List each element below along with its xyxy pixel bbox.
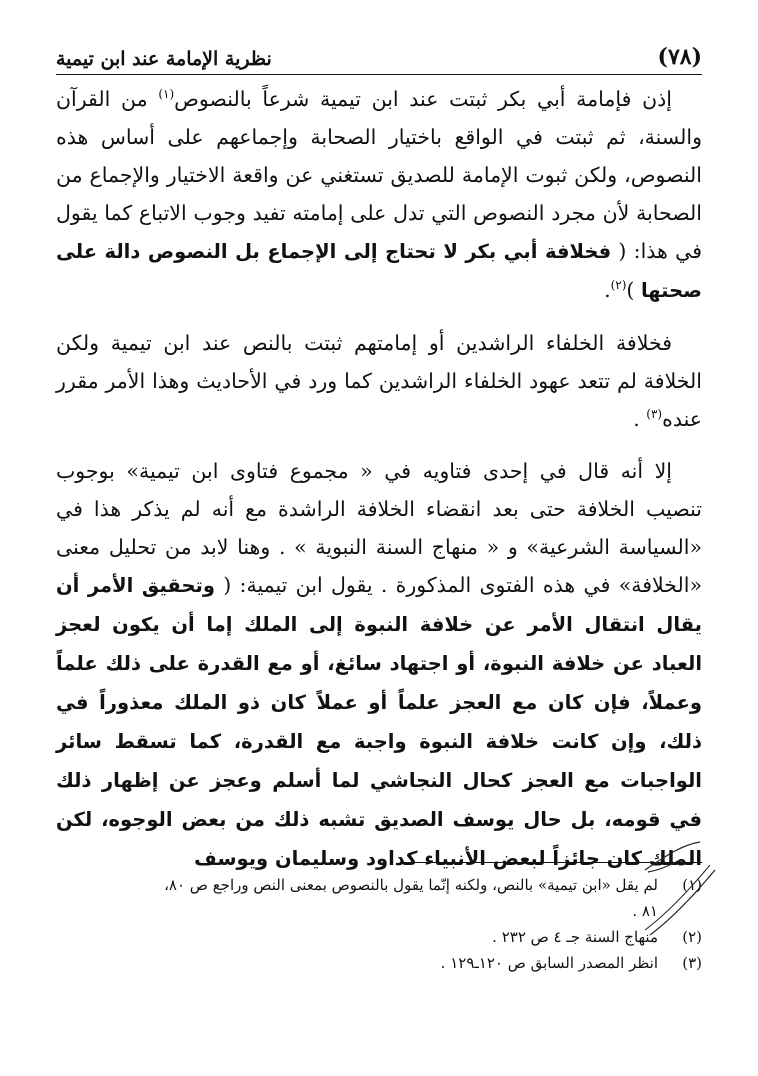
text-run: من القرآن والسنة، ثم ثبتت في الواقع باختيار الصحابة وإجماعهم على أساس هذه النصوص، ولكن ثبوت الإمامة للصديق تستغني عن واقعة الاختيار والإجماع من الصحابة لأن مجرد النصوص التي تدل على إمامته تفيد وجوب الاتباع كما يقول في هذا: ( [56,87,702,263]
footnote-text: لم يقل «ابن تيمية» بالنص، ولكنه إنّما يقول بالنصوص بمعنى النص وراجع ص ٨٠، [164,876,658,894]
body-text [56,80,702,892]
footnote [56,950,702,976]
footnote-number: (١) [682,876,702,894]
footnotes [56,872,702,976]
running-title: نظرية الإمامة عند ابن تيمية [56,48,272,70]
paragraph [56,80,702,310]
page-header [56,30,702,75]
footnote-text: منهاج السنة جـ ٤ ص ٢٣٢ . [492,928,658,946]
footnote [56,872,702,924]
text-run: إلا أنه قال في إحدى فتاويه في « مجموع فتاوى ابن تيمية» بوجوب تنصيب الخلافة حتى بعد انقضاء الخلافة الراشدة مع أنه لم يذكر هذا في «السياسة الشرعية» و « منهاج السنة النبوية » . وهنا لابد من تحليل معنى «الخلافة» في هذه الفتوى المذكورة . يقول ابن تيمية: ( [56,459,702,597]
text-run: . [604,278,611,302]
text-run: . [633,407,647,431]
paragraph [56,452,702,878]
text-run: ) [626,278,641,302]
footnote-text: انظر المصدر السابق ص ١٢٠ـ١٢٩ . [440,954,658,972]
footnote-continuation: ٨١ . [632,902,658,920]
footnote-number: (٢) [682,928,702,946]
text-run: فخلافة الخلفاء الراشدين أو إمامتهم ثبتت بالنص عند ابن تيمية ولكن الخلافة لم تتعد عهود الخلفاء الراشدين كما ورد في الأحاديث وهذا الأمر مقرر عنده [56,331,702,431]
text-run: إذن فإمامة أبي بكر ثبتت عند ابن تيمية شرعاً بالنصوص [174,87,672,111]
bold-quote: وتحقيق الأمر أن يقال انتقال الأمر عن خلافة النبوة إلى الملك إما أن يكون لعجز العباد عن خلافة النبوة، أو اجتهاد سائغ، أو مع القدرة على ذلك علماً وعملاً، فإن كان مع العجز علماً أو عملاً كان ذو الملك معذوراً في ذلك، وإن كانت خلافة النبوة واجبة مع القدرة، كما تسقط سائر الواجبات مع العجز كحال النجاشي لما أسلم وعجز عن إظهار ذلك في قومه، بل حال يوسف الصديق تشبه ذلك من بعض الوجوه، لكن الملك كان جائزاً لبعض الأنبياء كداود وسليمان ويوسف [56,574,702,870]
footnote-ref: (١) [158,87,175,102]
footnote-number: (٣) [682,954,702,972]
bold-quote: فخلافة أبي بكر لا تحتاج إلى الإجماع بل النصوص دالة على صحتها [56,240,702,302]
footnote-ref: (٣) [646,407,663,422]
page-number: (٧٨) [657,44,702,70]
footnote [56,924,702,950]
pen-stroke [645,865,710,930]
handwritten-pen-marks [640,840,720,940]
footnote-ref: (٢) [610,278,627,293]
pen-stroke [645,842,700,872]
pen-stroke [650,870,715,935]
paragraph [56,324,702,438]
